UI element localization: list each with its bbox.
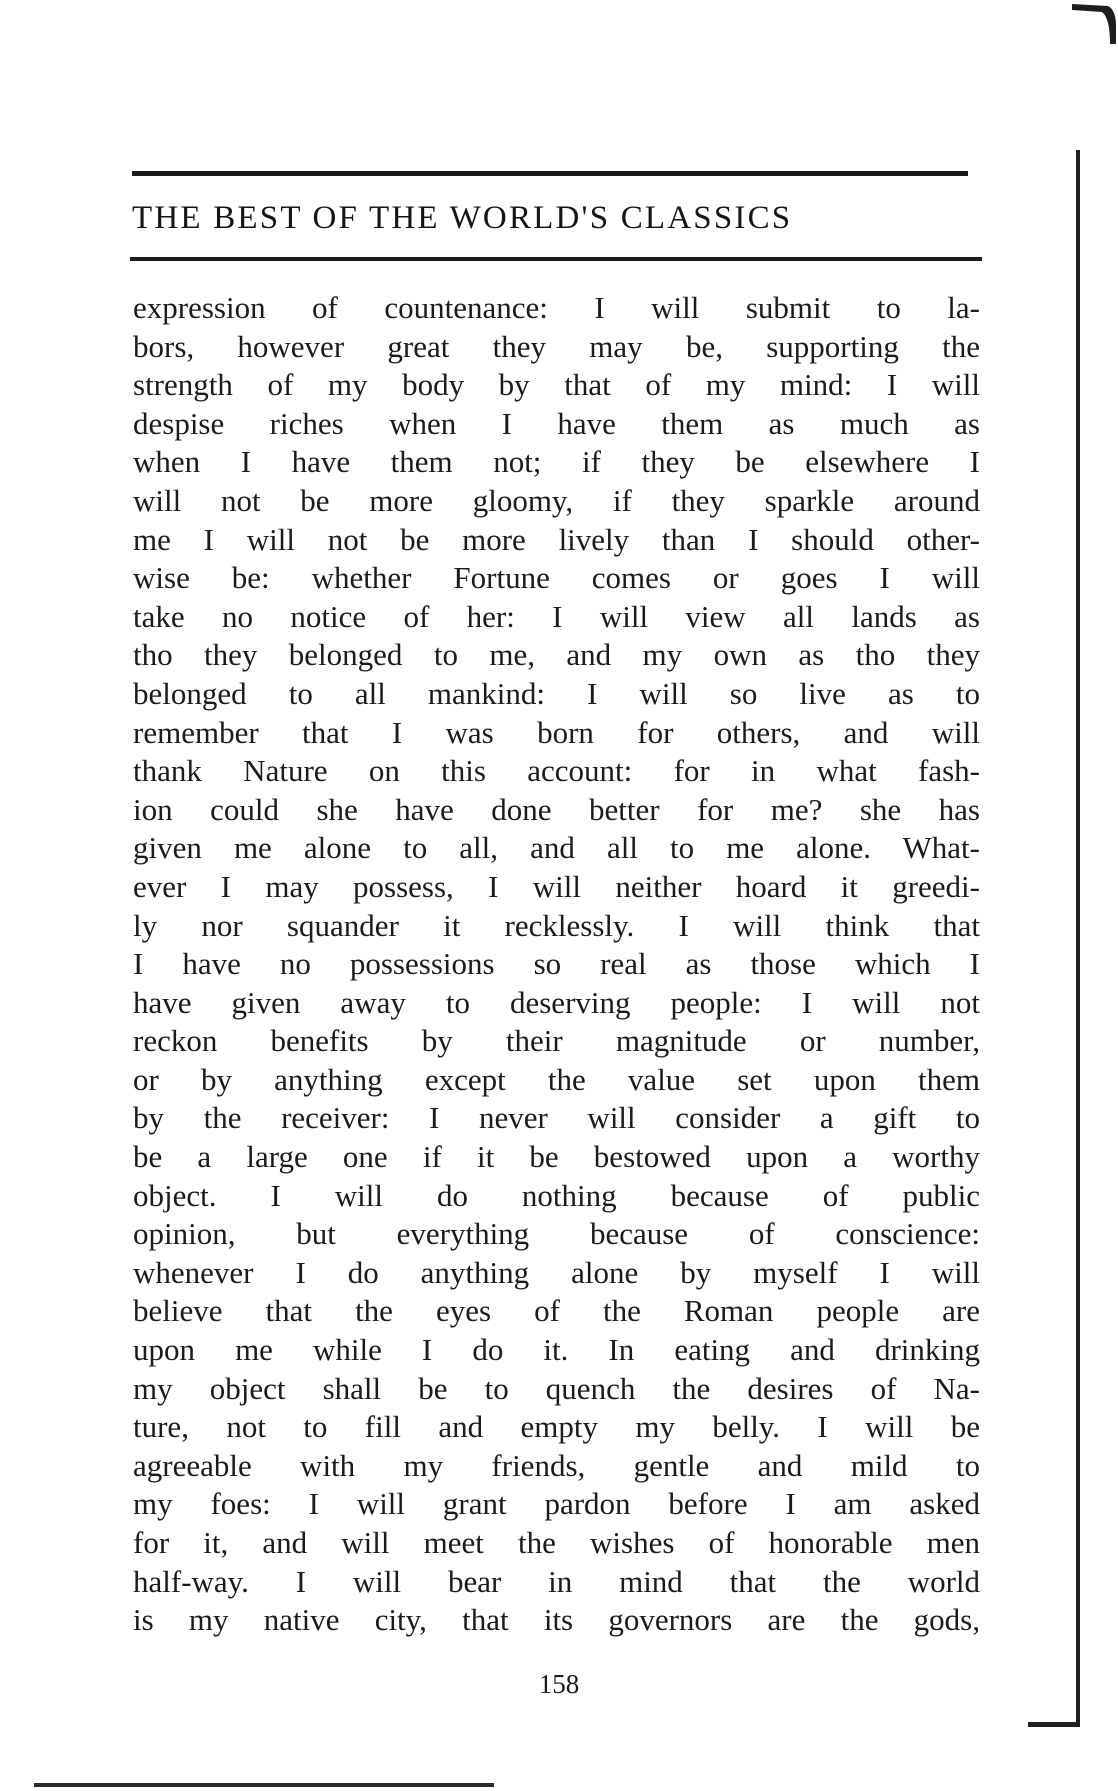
scan-corner-mark: [1072, 0, 1118, 44]
text-line: expression of countenance: I will submit to la-: [133, 290, 980, 325]
text-line: my object shall be to quench the desires of Na-: [133, 1370, 980, 1406]
page-number: 158: [538, 1669, 580, 1699]
text-line: ever I may possess, I will neither hoard it greedi-: [133, 868, 980, 904]
text-line: belonged to all mankind: I will so live as to: [133, 675, 980, 711]
text-line: my foes: I will grant pardon before I am asked: [133, 1486, 980, 1522]
text-line: remember that I was born for others, and will: [133, 714, 980, 750]
text-line: agreeable with my friends, gentle and mild to: [133, 1447, 980, 1483]
text-line: tho they belonged to me, and my own as tho they: [133, 637, 980, 673]
text-line: ion could she have done better for me? she has: [133, 791, 980, 827]
text-line: I have no possessions so real as those which I: [133, 946, 980, 982]
text-line: thank Nature on this account: for in what fash-: [133, 753, 980, 789]
text-line: have given away to deserving people: I will not: [133, 984, 980, 1020]
text-line: or by anything except the value set upon them: [133, 1061, 980, 1097]
text-line: be a large one if it be bestowed upon a worthy: [133, 1139, 980, 1175]
text-line: given me alone to all, and all to me alone. What-: [133, 830, 980, 866]
text-line: reckon benefits by their magnitude or number,: [133, 1023, 980, 1059]
text-line: object. I will do nothing because of public: [133, 1177, 980, 1213]
text-line: ture, not to fill and empty my belly. I will be: [133, 1409, 980, 1445]
text-line: is my native city, that its governors are the gods,: [133, 1602, 980, 1638]
text-line: by the receiver: I never will consider a gift to: [133, 1100, 980, 1136]
text-line: believe that the eyes of the Roman people are: [133, 1293, 980, 1329]
text-line: half-way. I will bear in mind that the world: [133, 1563, 980, 1599]
header-bottom-rule: [130, 257, 982, 261]
text-line: when I have them not; if they be elsewhere I: [133, 444, 980, 480]
header-top-rule: [132, 171, 968, 176]
text-line: for it, and will meet the wishes of honorable men: [133, 1525, 980, 1560]
text-line: bors, however great they may be, supporting the: [133, 328, 980, 364]
scan-edge-right: [1076, 150, 1080, 1725]
text-line: me I will not be more lively than I should other-: [133, 521, 980, 557]
text-line: ly nor squander it recklessly. I will think that: [133, 907, 980, 943]
text-line: will not be more gloomy, if they sparkle around: [133, 482, 980, 518]
text-line: despise riches when I have them as much as: [133, 405, 980, 441]
running-header: THE BEST OF THE WORLD'S CLASSICS: [132, 200, 793, 236]
body-text: [133, 289, 980, 1640]
text-line: strength of my body by that of my mind: I will: [133, 367, 980, 403]
text-line: whenever I do anything alone by myself I will: [133, 1254, 980, 1290]
scan-edge-bottom: [34, 1783, 494, 1787]
text-line: opinion, but everything because of conscience:: [133, 1216, 980, 1252]
text-line: wise be: whether Fortune comes or goes I will: [133, 560, 980, 596]
scan-edge-foot: [1028, 1722, 1080, 1727]
text-line: upon me while I do it. In eating and drinking: [133, 1332, 980, 1368]
text-line: take no notice of her: I will view all lands as: [133, 598, 980, 634]
